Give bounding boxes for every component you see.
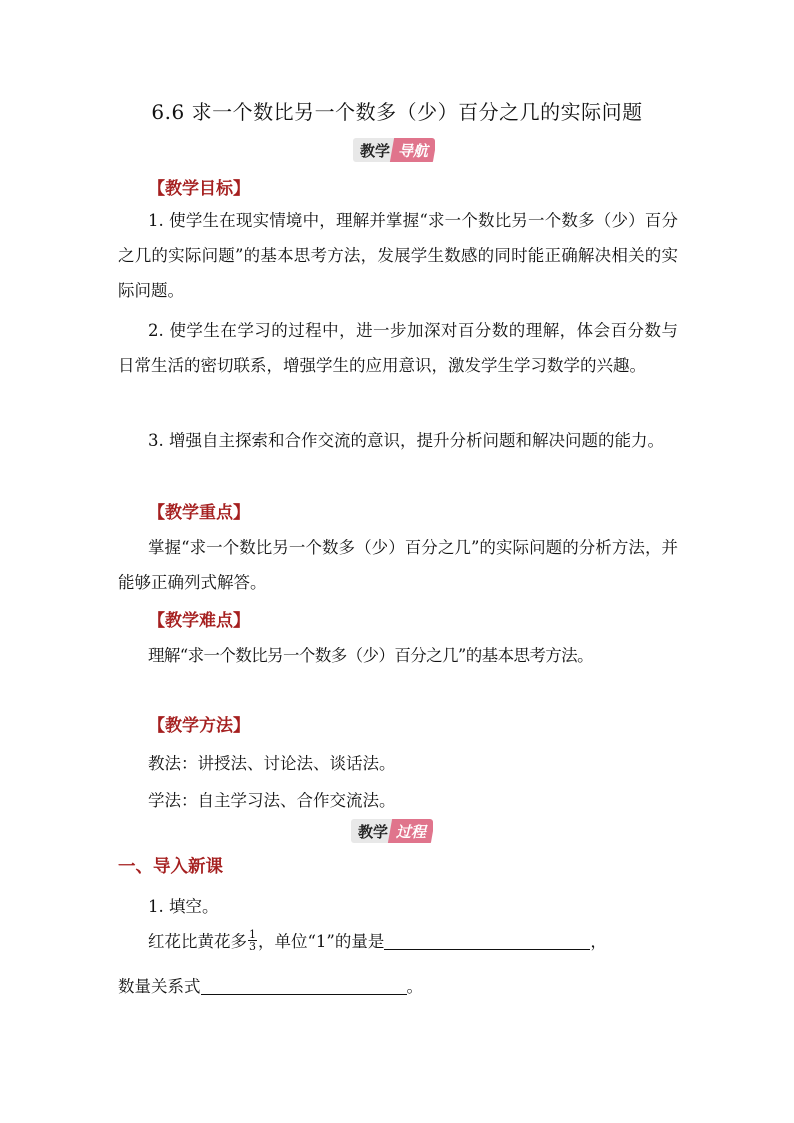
question-text: ，单位“1”的量是 bbox=[258, 932, 385, 951]
badge-left-label: 教学 bbox=[353, 138, 394, 162]
keypoint-text: 掌握“求一个数比另一个数多（少）百分之几”的实际问题的分析方法，并能够正确列式解答。 bbox=[118, 538, 678, 592]
part1-heading: 一、导入新课 bbox=[118, 857, 223, 877]
objective-3: 3. 增强自主探索和合作交流的意识，提升分析问题和解决问题的能力。 bbox=[148, 431, 664, 450]
part1-item: 1. 填空。 bbox=[148, 897, 219, 916]
badge-right-label: 导航 bbox=[390, 138, 435, 162]
fill-question-2 bbox=[118, 973, 423, 997]
method-teach: 教法：讲授法、讨论法、谈话法。 bbox=[148, 754, 396, 773]
objective-1: 1. 使学生在现实情境中，理解并掌握“求一个数比另一个数多（少）百分之几的实际问题”的基本思考方法，发展学生数感的同时能正确解决相关的实际问题。 bbox=[118, 211, 678, 300]
question-text: 。 bbox=[406, 977, 423, 996]
difficulty-text: 理解“求一个数比另一个数多（少）百分之几”的基本思考方法。 bbox=[148, 646, 593, 665]
question-text: ， bbox=[590, 932, 607, 951]
badge-left-label: 教学 bbox=[351, 819, 392, 843]
section-heading-difficulties: 【教学难点】 bbox=[148, 611, 250, 631]
question-text: 红花比黄花多 bbox=[148, 932, 247, 951]
teaching-process-badge bbox=[351, 819, 433, 843]
section-heading-objectives: 【教学目标】 bbox=[148, 179, 250, 199]
question-text: 数量关系式 bbox=[118, 977, 201, 996]
teaching-guide-badge bbox=[353, 138, 435, 162]
fraction-numerator: 1 bbox=[249, 927, 256, 941]
section-heading-keypoints: 【教学重点】 bbox=[148, 503, 250, 523]
method-learn: 学法：自主学习法、合作交流法。 bbox=[148, 791, 396, 810]
fill-question-1 bbox=[148, 928, 607, 952]
answer-blank-relation[interactable] bbox=[201, 976, 407, 995]
fraction-denominator: 3 bbox=[249, 939, 256, 953]
objective-2: 2. 使学生在学习的过程中，进一步加深对百分数的理解，体会百分数与日常生活的密切联系，增强学生的应用意识，激发学生学习数学的兴趣。 bbox=[118, 321, 678, 375]
answer-blank-unit[interactable] bbox=[384, 931, 590, 950]
badge-right-label: 过程 bbox=[388, 819, 433, 843]
page-title: 6.6 求一个数比另一个数多（少）百分之几的实际问题 bbox=[151, 100, 643, 124]
fraction bbox=[248, 929, 257, 952]
section-heading-methods: 【教学方法】 bbox=[148, 716, 250, 736]
